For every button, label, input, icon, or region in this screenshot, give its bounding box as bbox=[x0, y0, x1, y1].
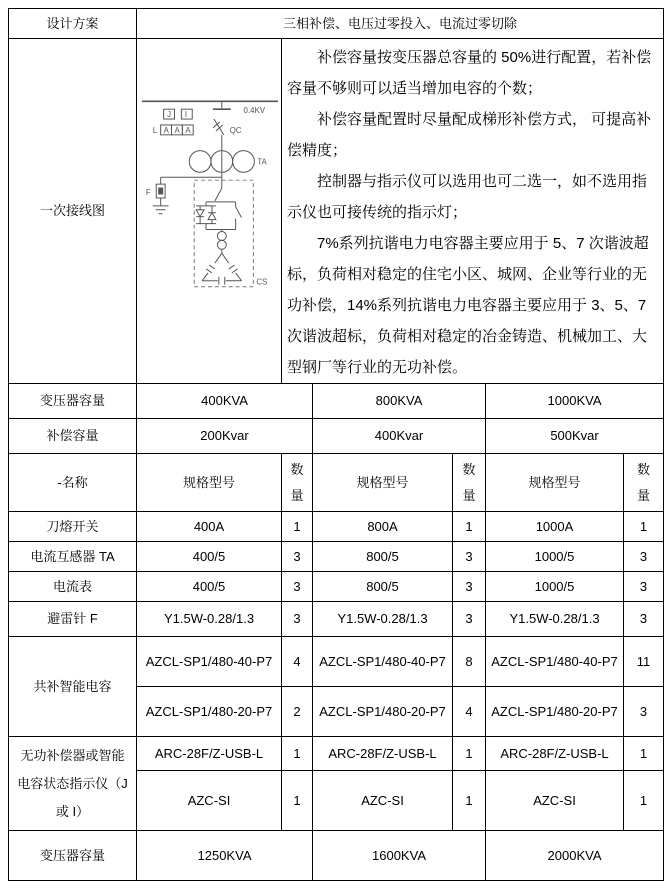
qty-cell: 3 bbox=[453, 602, 486, 637]
note-paragraph: 补偿容量配置时尽量配成梯形补偿方式， 可提高补偿精度； bbox=[287, 111, 652, 159]
capacity-value: 500Kvar bbox=[486, 419, 664, 454]
indicator-boxes bbox=[153, 109, 193, 135]
qty-cell: 3 bbox=[624, 602, 664, 637]
capacity-value: 400KVA bbox=[137, 384, 313, 419]
row-label: 电流表 bbox=[9, 572, 137, 602]
qty-cell: 3 bbox=[624, 542, 664, 572]
table-row bbox=[9, 542, 664, 572]
qty-cell: 1 bbox=[282, 512, 313, 542]
qty-cell: 3 bbox=[624, 572, 664, 602]
spec-cell: ARC-28F/Z-USB-L bbox=[313, 737, 453, 771]
spec-header: 规格型号 bbox=[137, 454, 282, 512]
capacity-value: 400Kvar bbox=[313, 419, 486, 454]
qty-cell: 3 bbox=[453, 572, 486, 602]
footer-transformer-capacity-row bbox=[9, 831, 664, 881]
spec-cell: 1000/5 bbox=[486, 542, 624, 572]
spec-cell: ARC-28F/Z-USB-L bbox=[137, 737, 282, 771]
ammeter-l-label: L bbox=[152, 125, 158, 135]
capacity-value: 1000KVA bbox=[486, 384, 664, 419]
row-label: 刀熔开关 bbox=[9, 512, 137, 542]
busbar bbox=[142, 101, 278, 115]
row-label: 电流互感器 TA bbox=[9, 542, 137, 572]
row-label: 无功补偿器或智能电容状态指示仪（J 或 I） bbox=[9, 737, 137, 831]
indicator-i-label: I bbox=[184, 110, 188, 120]
qc-label: QC bbox=[229, 125, 242, 135]
ammeter-a-label: A bbox=[174, 125, 180, 135]
document-page bbox=[8, 8, 662, 881]
spec-cell: AZC-SI bbox=[313, 771, 453, 831]
qty-cell: 8 bbox=[453, 637, 486, 687]
cs-label: CS bbox=[256, 277, 268, 287]
spec-cell: AZCL-SP1/480-40-P7 bbox=[137, 637, 282, 687]
transformer-capacity-row bbox=[9, 384, 664, 419]
spec-cell: 1000/5 bbox=[486, 572, 624, 602]
qty-cell: 3 bbox=[282, 572, 313, 602]
qty-cell: 2 bbox=[282, 687, 313, 737]
spec-cell: 800A bbox=[313, 512, 453, 542]
qty-header-char: 量 bbox=[637, 487, 651, 503]
f-label: F bbox=[145, 187, 151, 197]
notes-cell bbox=[282, 39, 664, 384]
note-paragraph: 控制器与指示仪可以选用也可二选一，如不选用指示仪也可接传统的指示灯； bbox=[287, 173, 648, 221]
qty-header bbox=[624, 454, 664, 512]
note-paragraph: 补偿容量按变压器总容量的 50%进行配置，若补偿容量不够则可以适当增加电容的个数； bbox=[287, 49, 652, 97]
spec-cell: 400/5 bbox=[137, 542, 282, 572]
busbar-voltage-label: 0.4KV bbox=[243, 106, 265, 116]
one-line-diagram bbox=[137, 39, 280, 349]
qty-cell: 1 bbox=[624, 512, 664, 542]
qty-cell: 3 bbox=[282, 602, 313, 637]
cs-capacitor-bank bbox=[194, 180, 267, 287]
qty-cell: 3 bbox=[624, 687, 664, 737]
qty-header bbox=[282, 454, 313, 512]
qty-cell: 1 bbox=[282, 737, 313, 771]
ammeter-a-label: A bbox=[185, 125, 191, 135]
qty-cell: 1 bbox=[624, 771, 664, 831]
ta-current-transformers bbox=[189, 151, 267, 188]
spec-cell: 400/5 bbox=[137, 572, 282, 602]
table-row bbox=[9, 512, 664, 542]
qty-cell: 4 bbox=[282, 637, 313, 687]
table-row bbox=[9, 737, 664, 771]
spec-cell: ARC-28F/Z-USB-L bbox=[486, 737, 624, 771]
compensation-capacity-row bbox=[9, 419, 664, 454]
spec-cell: AZC-SI bbox=[137, 771, 282, 831]
spec-cell: 800/5 bbox=[313, 542, 453, 572]
diagram-cell bbox=[137, 39, 282, 384]
design-row bbox=[9, 9, 664, 39]
spec-cell: AZCL-SP1/480-40-P7 bbox=[313, 637, 453, 687]
spec-header: 规格型号 bbox=[486, 454, 624, 512]
spec-header: 规格型号 bbox=[313, 454, 453, 512]
qty-cell: 1 bbox=[453, 771, 486, 831]
row-label: 避雷针 F bbox=[9, 602, 137, 637]
capacity-value: 2000KVA bbox=[486, 831, 664, 881]
compensation-spec-table bbox=[8, 8, 664, 881]
table-row bbox=[9, 637, 664, 687]
qty-cell: 1 bbox=[453, 737, 486, 771]
name-header: -名称 bbox=[9, 454, 137, 512]
spec-cell: 1000A bbox=[486, 512, 624, 542]
row-label: 变压器容量 bbox=[9, 384, 137, 419]
capacity-value: 1250KVA bbox=[137, 831, 313, 881]
spec-cell: Y1.5W-0.28/1.3 bbox=[486, 602, 624, 637]
capacity-value: 800KVA bbox=[313, 384, 486, 419]
qty-cell: 4 bbox=[453, 687, 486, 737]
diagram-label: 一次接线图 bbox=[9, 39, 137, 384]
qty-cell: 3 bbox=[453, 542, 486, 572]
spec-header-row bbox=[9, 454, 664, 512]
qty-cell: 1 bbox=[453, 512, 486, 542]
row-label: 共补智能电容 bbox=[9, 637, 137, 737]
spec-cell: AZCL-SP1/480-20-P7 bbox=[486, 687, 624, 737]
qc-switch bbox=[213, 119, 242, 151]
qty-cell: 11 bbox=[624, 637, 664, 687]
design-value: 三相补偿、电压过零投入、电流过零切除 bbox=[137, 9, 664, 39]
note-paragraph: 7%系列抗谐电力电容器主要应用于 5、7 次谐波超标，负荷相对稳定的住宅小区、城网、企业等行业的无功补偿，14%系列抗谐电力电容器主要应用于 3、5、7 次谐波超标，负荷相对稳定的冶金铸造、机械加工、大型钢厂等行业的无功补偿。 bbox=[287, 235, 649, 376]
diagram-row bbox=[9, 39, 664, 384]
row-label: 补偿容量 bbox=[9, 419, 137, 454]
spec-cell: AZCL-SP1/480-40-P7 bbox=[486, 637, 624, 687]
spec-cell: AZC-SI bbox=[486, 771, 624, 831]
f-arrester bbox=[146, 177, 222, 213]
table-row bbox=[9, 572, 664, 602]
capacity-value: 200Kvar bbox=[137, 419, 313, 454]
qty-cell: 1 bbox=[282, 771, 313, 831]
ammeter-a-label: A bbox=[163, 125, 169, 135]
spec-cell: 800/5 bbox=[313, 572, 453, 602]
qty-header-char: 量 bbox=[462, 487, 476, 503]
design-label: 设计方案 bbox=[9, 9, 137, 39]
spec-cell: Y1.5W-0.28/1.3 bbox=[137, 602, 282, 637]
qty-header bbox=[453, 454, 486, 512]
spec-cell: AZCL-SP1/480-20-P7 bbox=[313, 687, 453, 737]
row-label: 变压器容量 bbox=[9, 831, 137, 881]
ta-label: TA bbox=[257, 157, 267, 167]
qty-header-char: 数 bbox=[462, 461, 476, 477]
qty-cell: 1 bbox=[624, 737, 664, 771]
qty-cell: 3 bbox=[282, 542, 313, 572]
table-row bbox=[9, 602, 664, 637]
capacity-value: 1600KVA bbox=[313, 831, 486, 881]
spec-cell: AZCL-SP1/480-20-P7 bbox=[137, 687, 282, 737]
qty-header-char: 量 bbox=[290, 487, 304, 503]
indicator-j-label: J bbox=[167, 110, 172, 120]
qty-header-char: 数 bbox=[290, 461, 304, 477]
spec-cell: 400A bbox=[137, 512, 282, 542]
spec-cell: Y1.5W-0.28/1.3 bbox=[313, 602, 453, 637]
qty-header-char: 数 bbox=[637, 461, 651, 477]
